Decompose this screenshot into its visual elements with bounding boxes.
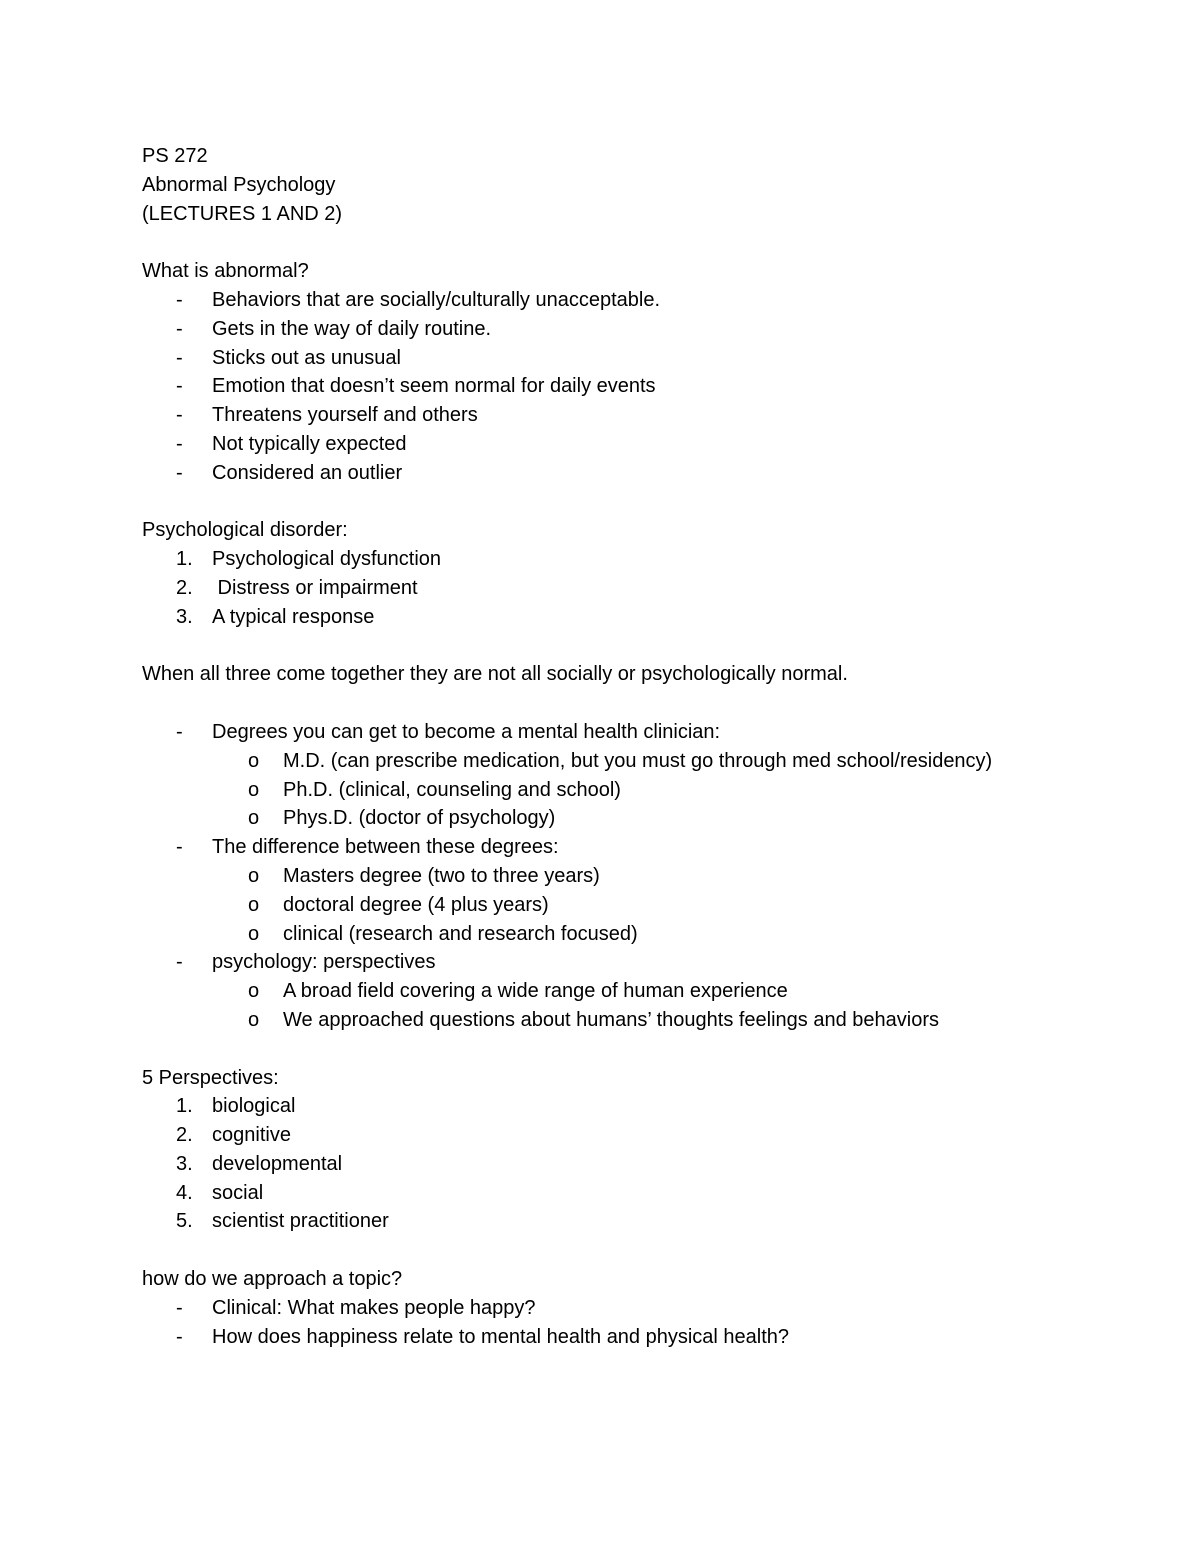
list-item-text: How does happiness relate to mental health and physical health?: [212, 1325, 790, 1348]
list-number: 5.: [176, 1210, 193, 1233]
section-heading-disorder: Psychological disorder:: [142, 519, 348, 542]
sub-list-item: [142, 747, 1142, 776]
spacer: [142, 228, 1142, 257]
list-item-text: scientist practitioner: [212, 1210, 389, 1233]
list-item: [142, 833, 1142, 862]
list-item: [142, 286, 1142, 315]
list-item: [142, 1294, 1142, 1323]
list-item: [142, 948, 1142, 977]
degrees-list: [142, 718, 1142, 1035]
list-item: [142, 574, 1142, 603]
sub-list-item: [142, 1006, 1142, 1035]
dash-bullet: -: [176, 461, 183, 484]
sub-list-item-text: We approached questions about humans’ thoughts feelings and behaviors: [283, 1008, 940, 1031]
sub-list-item-text: Ph.D. (clinical, counseling and school): [283, 778, 621, 801]
list-item: [142, 1207, 1142, 1236]
list-number: 1.: [176, 1095, 193, 1118]
list-item: [142, 1121, 1142, 1150]
sub-list-item-text: Masters degree (two to three years): [283, 864, 600, 887]
sub-list-item: [142, 804, 1142, 833]
dash-bullet: -: [176, 1296, 183, 1319]
list-item: [142, 603, 1142, 632]
dash-bullet: -: [176, 288, 183, 311]
list-item: [142, 1323, 1142, 1352]
course-code: PS 272: [142, 145, 208, 167]
spacer: [142, 1236, 1142, 1265]
spacer: [142, 1035, 1142, 1064]
spacer: [142, 632, 1142, 661]
list-number: 4.: [176, 1181, 193, 1204]
list-item: [142, 459, 1142, 488]
list-item: [142, 315, 1142, 344]
list-item-text: Behaviors that are socially/culturally unacceptable.: [212, 288, 661, 311]
list-item-text: A typical response: [212, 605, 375, 628]
circle-bullet: o: [248, 1008, 260, 1031]
list-number: 2.: [176, 576, 193, 599]
sub-list-item: [142, 891, 1142, 920]
circle-bullet: o: [248, 922, 260, 945]
course-title: Abnormal Psychology: [142, 173, 336, 196]
sub-list-item-text: doctoral degree (4 plus years): [283, 893, 549, 916]
list-item: [142, 718, 1142, 747]
list-item-text: Sticks out as unusual: [212, 346, 401, 369]
list-item-text: cognitive: [212, 1124, 291, 1147]
list-item: [142, 401, 1142, 430]
list-item: [142, 344, 1142, 373]
dash-bullet: -: [176, 951, 183, 974]
sub-list-item: [142, 920, 1142, 949]
dash-bullet: -: [176, 346, 183, 369]
list-item-text: Psychological dysfunction: [212, 548, 442, 571]
section-heading-approach: how do we approach a topic?: [142, 1268, 403, 1291]
section-heading-perspectives: 5 Perspectives:: [142, 1066, 279, 1089]
list-number: 3.: [176, 1152, 193, 1175]
dash-bullet: -: [176, 720, 183, 743]
sub-list-item: [142, 862, 1142, 891]
disorder-list: [142, 545, 1142, 631]
list-item-text: Threatens yourself and others: [212, 404, 478, 427]
list-item: [142, 1092, 1142, 1121]
sub-list-item-text: clinical (research and research focused): [283, 922, 638, 945]
sub-list-item-text: M.D. (can prescribe medication, but you must go through med school/residency): [283, 749, 993, 772]
list-item: [142, 372, 1142, 401]
list-item-text: biological: [212, 1095, 296, 1118]
circle-bullet: o: [248, 749, 260, 772]
spacer: [142, 488, 1142, 517]
dash-bullet: -: [176, 1325, 183, 1348]
list-number: 2.: [176, 1124, 193, 1147]
list-item-text: Considered an outlier: [212, 461, 403, 484]
dash-bullet: -: [176, 404, 183, 427]
list-number: 1.: [176, 548, 193, 571]
dash-bullet: -: [176, 836, 183, 859]
sub-list-item-text: Phys.D. (doctor of psychology): [283, 807, 556, 830]
list-item: [142, 1150, 1142, 1179]
approach-list: [142, 1294, 1142, 1352]
list-item-text: Emotion that doesn’t seem normal for daily events: [212, 375, 656, 398]
list-item-text: Degrees you can get to become a mental health clinician:: [212, 720, 721, 743]
list-item-text: The difference between these degrees:: [212, 836, 559, 859]
list-item: [142, 545, 1142, 574]
summary-text: When all three come together they are not all socially or psychologically normal.: [142, 663, 848, 686]
list-item-text: social: [212, 1181, 264, 1204]
list-item-text: psychology: perspectives: [212, 951, 436, 974]
list-number: 3.: [176, 605, 193, 628]
list-item: [142, 1179, 1142, 1208]
section-heading-abnormal: What is abnormal?: [142, 260, 309, 283]
document-body: [142, 142, 1142, 1351]
abnormal-list: [142, 286, 1142, 488]
list-item-text: Distress or impairment: [212, 576, 418, 599]
perspectives-list: [142, 1092, 1142, 1236]
list-item-text: Clinical: What makes people happy?: [212, 1296, 536, 1319]
circle-bullet: o: [248, 893, 260, 916]
circle-bullet: o: [248, 864, 260, 887]
dash-bullet: -: [176, 432, 183, 455]
list-item-text: Gets in the way of daily routine.: [212, 317, 492, 340]
circle-bullet: o: [248, 980, 260, 1003]
dash-bullet: -: [176, 317, 183, 340]
sub-list-item: [142, 977, 1142, 1006]
list-item-text: Not typically expected: [212, 432, 407, 455]
circle-bullet: o: [248, 807, 260, 830]
list-item-text: developmental: [212, 1152, 343, 1175]
dash-bullet: -: [176, 375, 183, 398]
sub-list-item: [142, 776, 1142, 805]
circle-bullet: o: [248, 778, 260, 801]
spacer: [142, 689, 1142, 718]
lectures-label: (LECTURES 1 AND 2): [142, 202, 343, 225]
sub-list-item-text: A broad field covering a wide range of human experience: [283, 980, 788, 1003]
list-item: [142, 430, 1142, 459]
